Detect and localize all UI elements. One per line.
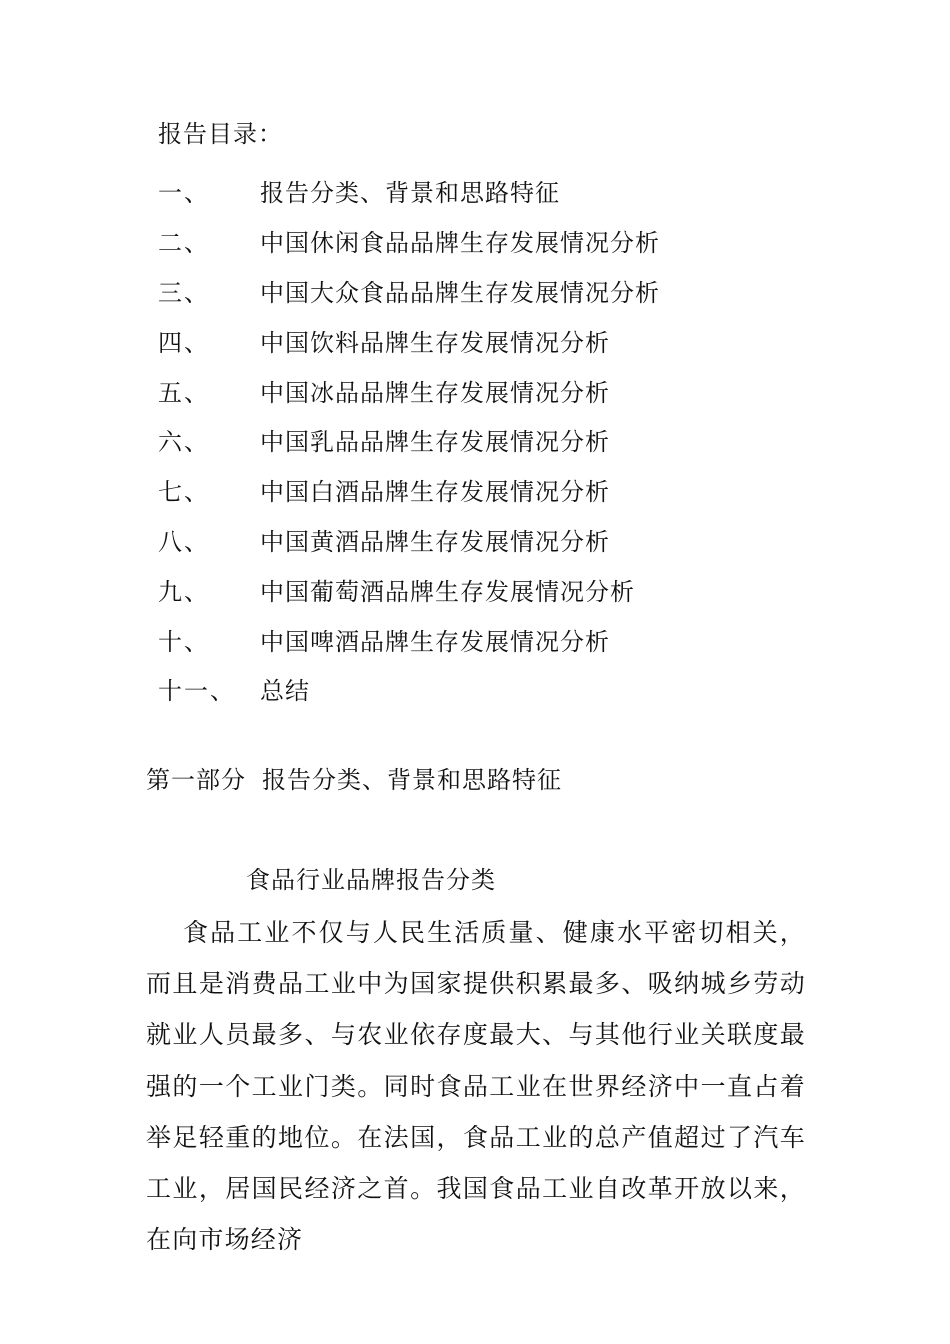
toc-item-title: 中国啤酒品牌生存发展情况分析 [260, 627, 610, 656]
toc-item-title: 中国饮料品牌生存发展情况分析 [260, 328, 610, 357]
toc-item [158, 415, 660, 465]
toc-item [158, 315, 660, 365]
toc-item-number: 七、 [158, 478, 210, 507]
toc-item [158, 515, 660, 565]
toc-item [158, 564, 660, 614]
toc-item-number: 一、 [158, 179, 210, 208]
toc-item [158, 216, 660, 266]
toc-item [158, 465, 660, 515]
toc-list [158, 166, 660, 714]
body-paragraph: 食品工业不仅与人民生活质量、健康水平密切相关，而且是消费品工业中为国家提供积累最多、吸纳城乡劳动就业人员最多、与农业依存度最大、与其他行业关联度最强的一个工业门类。同时食品工业在世界经济中一直占着举足轻重的地位。在法国，食品工业的总产值超过了汽车工业，居国民经济之首。我国食品工业自改革开放以来，在向市场经济 [146, 918, 806, 1255]
toc-item-number: 十一、 [158, 677, 236, 706]
toc-item-title: 中国冰品品牌生存发展情况分析 [260, 378, 610, 407]
toc-item-title: 中国休闲食品品牌生存发展情况分析 [260, 229, 660, 258]
toc-item [158, 266, 660, 316]
toc-item-number: 五、 [158, 378, 210, 407]
toc-item-title: 中国大众食品品牌生存发展情况分析 [260, 278, 660, 307]
part-title: 报告分类、背景和思路特征 [262, 766, 562, 794]
part-label: 第一部分 [146, 766, 246, 794]
toc-item [158, 614, 660, 664]
toc-heading: 报告目录： [158, 120, 283, 148]
toc-item-title: 总结 [260, 677, 310, 706]
section-heading: 食品行业品牌报告分类 [246, 866, 496, 894]
toc-item-number: 三、 [158, 278, 210, 307]
toc-item-number: 六、 [158, 428, 210, 457]
toc-item [158, 166, 660, 216]
toc-item-number: 十、 [158, 627, 210, 656]
part-heading [146, 764, 562, 796]
toc-item-title: 报告分类、背景和思路特征 [260, 179, 560, 208]
toc-item-title: 中国白酒品牌生存发展情况分析 [260, 478, 610, 507]
toc-item-number: 四、 [158, 328, 210, 357]
toc-item [158, 365, 660, 415]
toc-item [158, 664, 660, 714]
toc-item-title: 中国黄酒品牌生存发展情况分析 [260, 527, 610, 556]
toc-item-number: 九、 [158, 577, 210, 606]
toc-item-number: 二、 [158, 229, 210, 258]
toc-item-title: 中国乳品品牌生存发展情况分析 [260, 428, 610, 457]
toc-item-title: 中国葡萄酒品牌生存发展情况分析 [260, 577, 635, 606]
toc-item-number: 八、 [158, 527, 210, 556]
